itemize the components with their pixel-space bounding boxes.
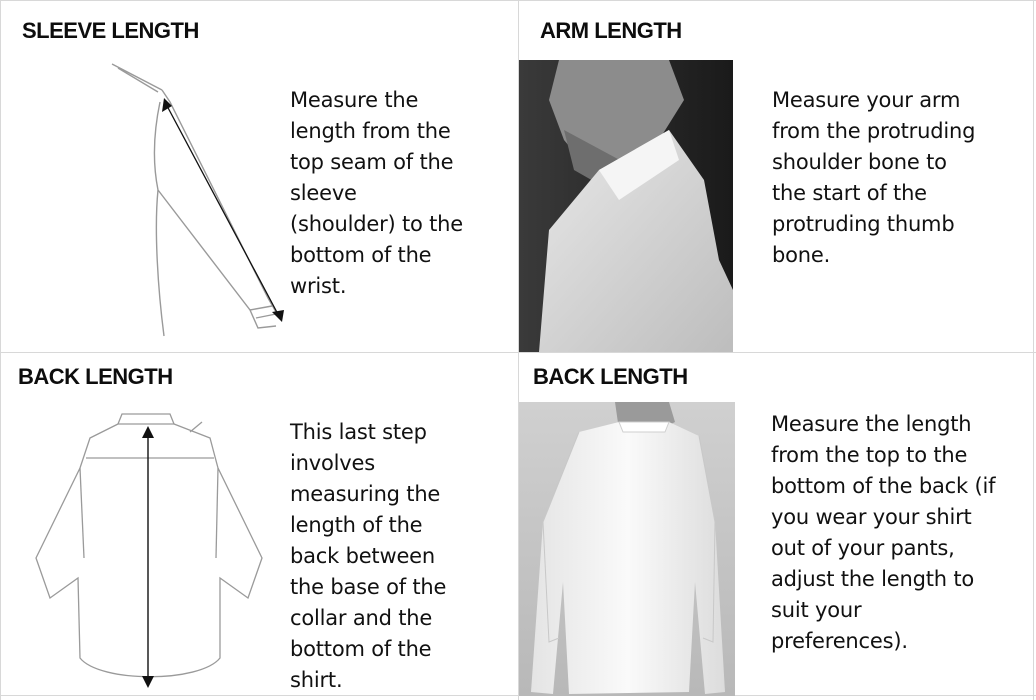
sleeve-length-section [0, 0, 518, 352]
section-title: SLEEVE LENGTH [22, 18, 199, 43]
right-border [1033, 0, 1034, 700]
back-length-photo-section [518, 352, 1033, 696]
back-length-diagram-section [0, 352, 518, 696]
section-description: Measure the length from the top seam of the sleeve (shoulder) to the bottom of the wrist. [290, 88, 464, 298]
sleeve-diagram-illustration [100, 60, 300, 340]
arm-length-section [518, 0, 1033, 352]
back-length-photo [519, 402, 735, 696]
shirt-back-diagram-illustration [30, 408, 270, 694]
section-description: This last step involves measuring the length of the back between the base of the collar and the bottom of the shirt. [290, 420, 447, 692]
section-description: Measure the length from the top to the bottom of the back (if you wear your shirt out of your pants, adjust the length to suit your preferences). [771, 412, 996, 653]
section-title: BACK LENGTH [533, 364, 688, 389]
section-description: Measure your arm from the protruding shoulder bone to the start of the protruding thumb bone. [772, 88, 976, 267]
section-title: BACK LENGTH [18, 364, 173, 389]
section-title: ARM LENGTH [540, 18, 682, 43]
arm-length-photo [519, 60, 733, 352]
